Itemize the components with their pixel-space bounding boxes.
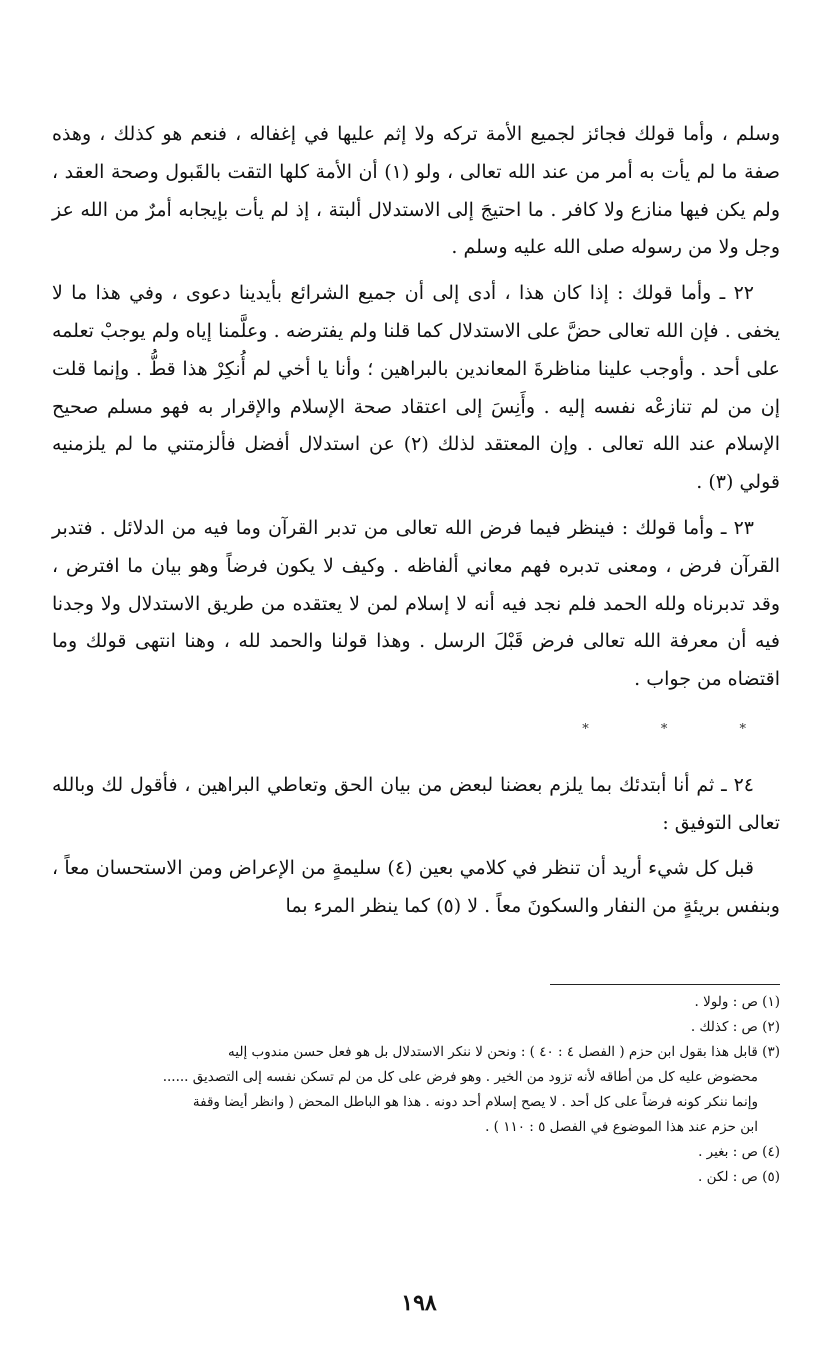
paragraph-continuation: وسلم ، وأما قولك فجائز لجميع الأمة تركه ولا إثم عليها في إغفاله ، فنعم هو كذلك ، وهذه صفة ما لم يأت به أمر من عند الله تعالى ، ولو (١) أن الأمة كلها التقت بالقَبول وصحة العقد ، ولم يكن فيها منازع ولا كافر . ما احتيجَ إلى الاستدلال ألبتة ، إذ لم يأت بإيجابه أمرٌ من الله عز وجل ولا من رسوله صلى الله عليه وسلم . — [52, 123, 781, 259]
footnote-3: (٣) قابل هذا بقول ابن حزم ( الفصل ٤ : ٤٠ ) : ونحن لا ننكر الاستدلال بل هو فعل حسن مندوب إليه — [228, 1044, 780, 1060]
footnote-3-line-3: وإنما ننكر كونه فرضاً على كل أحد . لا يصح إسلام أحد دونه . هذا هو الباطل المحض ( وانظر أيضا وقفة — [192, 1094, 758, 1110]
section-break-asterisks: * * * — [582, 721, 780, 737]
footnote-3-line-2: محضوض عليه كل من أطاقه لأنه تزود من الخير . وهو فرض على كل من لم تسكن نفسه إلى التصديق ...... — [162, 1069, 758, 1085]
page-number: ١٩٨ — [401, 1290, 437, 1316]
footnote-5: (٥) ص : لكن . — [698, 1169, 780, 1185]
footnote-1: (١) ص : ولولا . — [694, 994, 780, 1010]
footnote-separator — [550, 984, 780, 985]
footnote-2: (٢) ص : كذلك . — [690, 1019, 780, 1035]
main-text — [52, 116, 780, 934]
footnote-3-line-4: ابن حزم عند هذا الموضوع في الفصل ٥ : ١١٠ ) . — [485, 1119, 758, 1135]
paragraph-24-continued: قبل كل شيء أريد أن تنظر في كلامي بعين (٤) سليمةٍ من الإعراض ومن الاستحسان معاً ، وبنفس بريئةٍ من النفار والسكونَ معاً . لا (٥) كما ينظر المرء بما — [52, 857, 780, 918]
footnotes — [52, 990, 780, 1190]
paragraph-23: ٢٣ ـ وأما قولك : فينظر فيما فرض الله تعالى من تدبر القرآن وما فيه من الدلائل . فتدبر القرآن فرض ، ومعنى تدبره فهم معاني ألفاظه . وكيف لا يكون فرضاً وهو بيان ما افترض ، وقد تدبرناه ولله الحمد فلم نجد فيه أنه لا إسلام لمن لا يعتقده من طريق الاستدلال ولا وجدنا فيه أن معرفة الله تعالى فرض قَبْلَ الرسل . وهذا قولنا والحمد لله ، وهنا انتهى قولك وما اقتضاه من جواب . — [52, 516, 780, 691]
paragraph-22: ٢٢ ـ وأما قولك : إذا كان هذا ، أدى إلى أن جميع الشرائع بأيدينا دعوى ، وفي هذا ما لا يخفى . فإن الله تعالى حضَّ على الاستدلال كما قلنا ولم يفترضه . وعلَّمنا إياه ولم يوجبْ تعلمه على أحد . وأوجب علينا مناظرةَ المعاندين بالبراهين ؛ وأنا يا أخي لم أُنكِرْ هذا قطُّ . وإنما قلت إن من لم تنازعْه نفسه إليه . وأَنِسَ إلى اعتقاد صحة الإسلام والإقرار به فهو مسلم صحيح الإسلام عند الله تعالى . وإن المعتقد لذلك (٢) عن استدلال أفضل فألزمتني ما لم يلزمنيه قولي (٣) . — [52, 282, 780, 494]
paragraph-24: ٢٤ ـ ثم أنا أبتدئك بما يلزم بعضنا لبعض من بيان الحق وتعاطي البراهين ، فأقول لك وبالله تعالى التوفيق : — [52, 773, 780, 834]
footnote-4: (٤) ص : بغير . — [698, 1144, 780, 1160]
